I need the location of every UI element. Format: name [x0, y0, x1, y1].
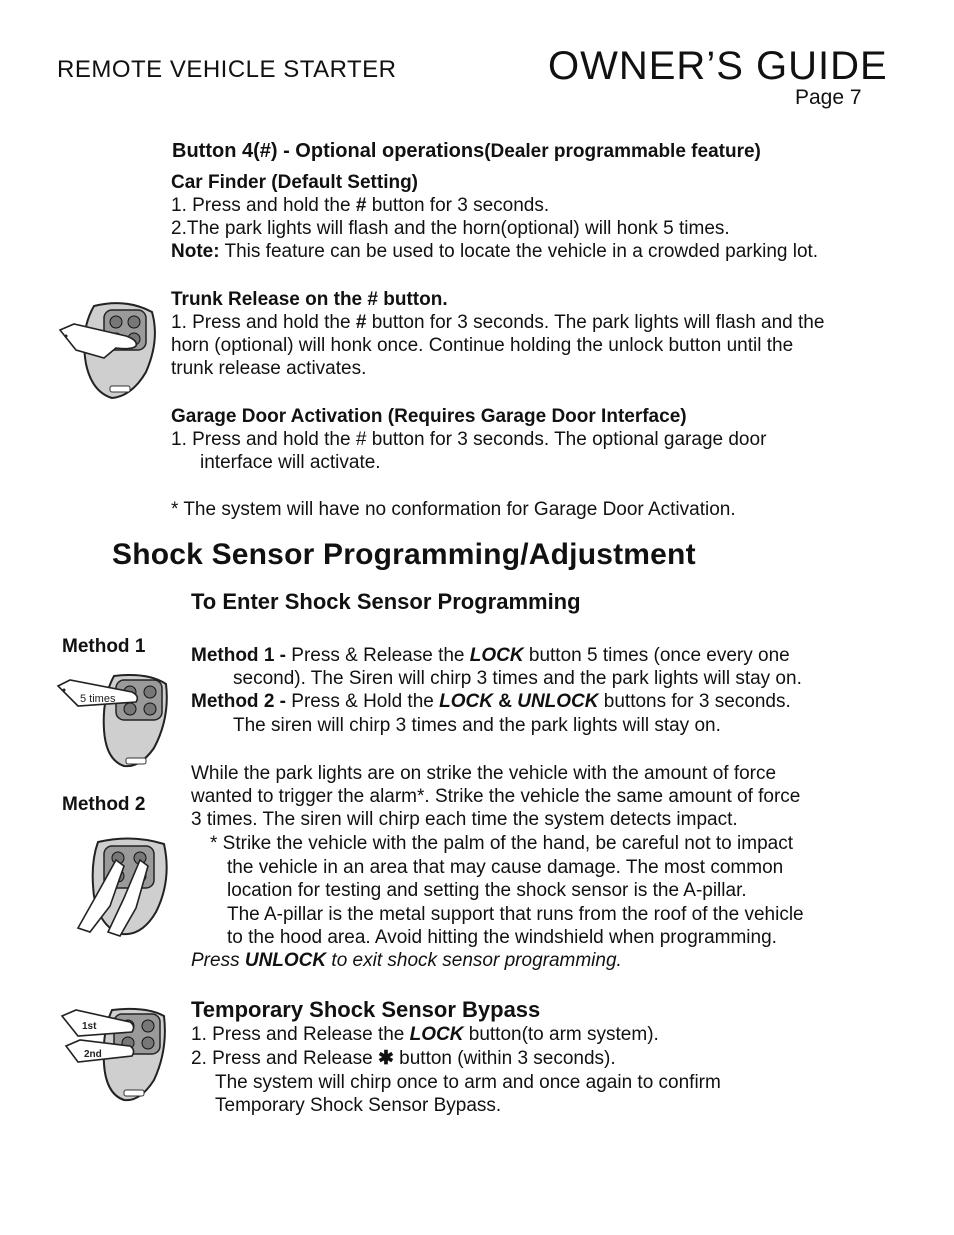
- second-press-label: 2nd: [84, 1049, 102, 1060]
- star-icon: ✱: [377, 1048, 394, 1069]
- header-right-title: OWNER’S GUIDE: [548, 44, 888, 88]
- strike-para-line2: wanted to trigger the alarm*. Strike the vehicle the same amount of force: [191, 786, 801, 807]
- method1-label: Method 1: [62, 636, 146, 657]
- garage-note: * The system will have no conformation for Garage Door Activation.: [171, 499, 736, 520]
- page-number: Page 7: [795, 86, 862, 109]
- garage-line1: 1. Press and hold the # button for 3 seconds. The optional garage door: [171, 429, 767, 450]
- bypass-line4: Temporary Shock Sensor Bypass.: [215, 1095, 502, 1116]
- button4-title: Button 4(#) - Optional operations(Dealer programmable feature): [172, 140, 761, 162]
- car-finder-heading: Car Finder (Default Setting): [171, 172, 419, 193]
- remote-method2-illustration: [70, 836, 180, 942]
- trunk-heading: Trunk Release on the # button.: [171, 289, 448, 310]
- bypass-line1: 1. Press and Release the LOCK button(to arm system).: [191, 1024, 659, 1045]
- bypass-line3: The system will chirp once to arm and once again to confirm: [215, 1072, 721, 1093]
- method1-line1: Method 1 - Press & Release the LOCK button 5 times (once every one: [191, 645, 790, 666]
- header-left-title: REMOTE VEHICLE STARTER: [57, 56, 397, 83]
- strike-note-line3: location for testing and setting the shock sensor is the A-pillar.: [227, 880, 747, 901]
- trunk-line1: 1. Press and hold the # button for 3 seconds. The park lights will flash and the: [171, 312, 825, 333]
- exit-instruction: Press UNLOCK to exit shock sensor programming.: [191, 950, 622, 971]
- first-press-label: 1st: [82, 1021, 97, 1032]
- car-finder-note: Note: This feature can be used to locate the vehicle in a crowded parking lot.: [171, 241, 819, 262]
- remote-bypass-illustration: [60, 1006, 172, 1104]
- remote-method1-illustration: [54, 672, 174, 770]
- method2-line2: The siren will chirp 3 times and the park lights will stay on.: [233, 715, 721, 736]
- strike-para-line1: While the park lights are on strike the vehicle with the amount of force: [191, 763, 777, 784]
- trunk-line2: horn (optional) will honk once. Continue holding the unlock button until the: [171, 335, 794, 356]
- enter-heading: To Enter Shock Sensor Programming: [191, 589, 581, 614]
- strike-note-line4: The A-pillar is the metal support that runs from the roof of the vehicle: [227, 904, 804, 925]
- trunk-line3: trunk release activates.: [171, 358, 367, 379]
- strike-para-line3: 3 times. The siren will chirp each time the system detects impact.: [191, 809, 738, 830]
- car-finder-step2: 2.The park lights will flash and the horn(optional) will honk 5 times.: [171, 218, 730, 239]
- remote-trunk-illustration: [56, 300, 166, 402]
- method2-label: Method 2: [62, 794, 146, 815]
- strike-note-line2: the vehicle in an area that may cause damage. The most common: [227, 857, 784, 878]
- five-times-label: 5 times: [80, 693, 116, 705]
- car-finder-step1: 1. Press and hold the # button for 3 seconds.: [171, 195, 550, 216]
- bypass-heading: Temporary Shock Sensor Bypass: [191, 997, 541, 1022]
- method2-line1: Method 2 - Press & Hold the LOCK & UNLOCK buttons for 3 seconds.: [191, 691, 791, 712]
- shock-title: Shock Sensor Programming/Adjustment: [112, 538, 696, 571]
- bypass-line2: 2. Press and Release ✱ button (within 3 seconds).: [191, 1048, 616, 1069]
- method1-line2: second). The Siren will chirp 3 times and the park lights will stay on.: [233, 668, 802, 689]
- garage-line2: interface will activate.: [200, 452, 381, 473]
- strike-note-line1: * Strike the vehicle with the palm of the hand, be careful not to impact: [210, 833, 793, 854]
- garage-heading: Garage Door Activation (Requires Garage Door Interface): [171, 406, 687, 427]
- strike-note-line5: to the hood area. Avoid hitting the windshield when programming.: [227, 927, 777, 948]
